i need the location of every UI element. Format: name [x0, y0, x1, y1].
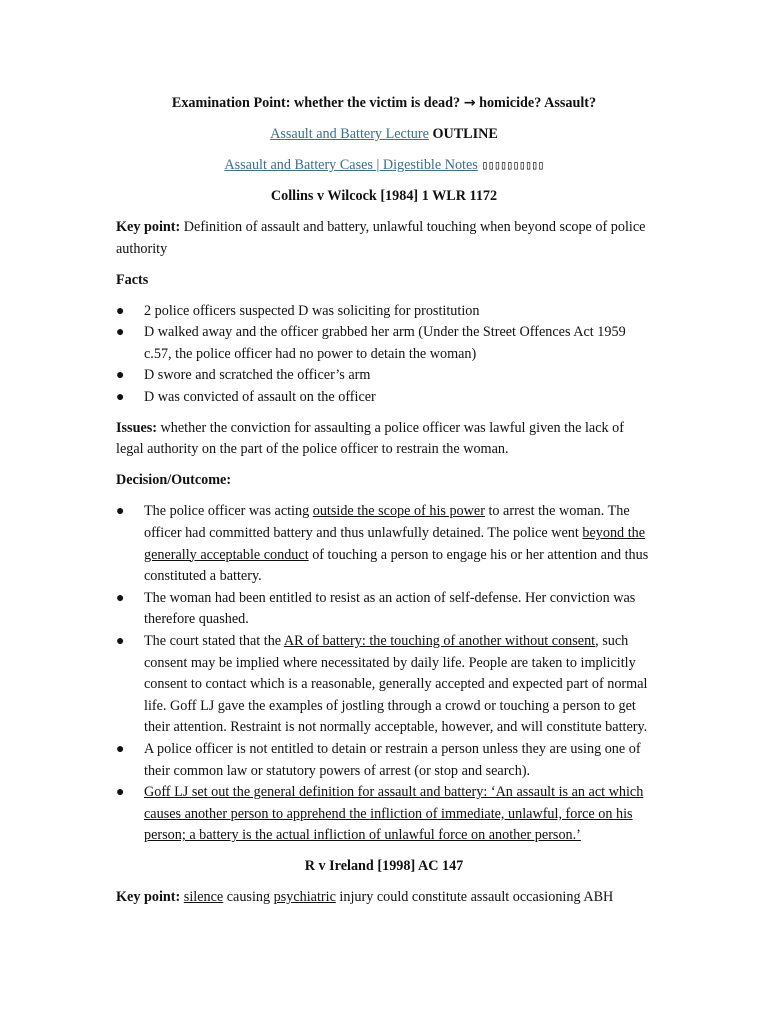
bullet-icon: ● [116, 590, 125, 606]
cases-line [116, 155, 652, 177]
issues-label: Issues: [116, 419, 157, 436]
issues-paragraph [116, 418, 652, 461]
bullet-icon: ● [116, 325, 125, 341]
outline-label: OUTLINE [432, 125, 498, 142]
case1-title: Collins v Wilcock [1984] 1 WLR 1172 [270, 187, 498, 204]
bullet-icon: ● [116, 389, 125, 405]
exam-point-text: Examination Point: whether the victim is dead? [171, 95, 461, 111]
key-point-label: Key point: [116, 889, 181, 906]
issues-text: whether the conviction for assaulting a police officer was lawful given the lack of legal authority on the part of the police officer to restrain the woman. [116, 419, 624, 458]
list-item: ● Goff LJ set out the general definition for assault and battery: ‘An assault is an act which causes another person to apprehend the infliction of immediate, unlawful, force on his person; a battery is the actual infliction of unlawful force on another person.’ [116, 784, 644, 844]
case2-key-point: Key point: silence causing psychiatric injury could constitute assault occasioning ABH [116, 889, 614, 906]
list-item: ● D walked away and the officer grabbed her arm (Under the Street Offences Act 1959 c.57, the police officer had no power to detain the woman) [116, 324, 626, 362]
list-item: ● A police officer is not entitled to detain or restrain a person unless they are using one of their common law or statutory powers of arrest (or stop and search). [116, 740, 641, 779]
key-point-label: Key point: [116, 218, 181, 235]
bullet-icon: ● [116, 741, 125, 757]
bullet-icon: ● [116, 368, 125, 384]
facts-list [116, 301, 652, 409]
missing-glyphs: ▯▯▯▯▯▯▯▯▯▯ [481, 157, 544, 172]
list-item: ● The woman had been entitled to resist as an action of self-defense. Her conviction was therefore quashed. [116, 589, 636, 628]
right-arrow-icon: → [463, 95, 476, 111]
lecture-line [116, 124, 652, 146]
document-page [116, 93, 652, 918]
decision-list [116, 501, 652, 847]
list-item: ● D swore and scratched the officer’s arm [116, 365, 652, 387]
key-point-text: Definition of assault and battery, unlawful touching when beyond scope of police authority [116, 218, 646, 257]
list-item: ● D was convicted of assault on the officer [116, 387, 652, 409]
decision-label: Decision/Outcome: [116, 472, 232, 489]
bullet-icon: ● [116, 633, 125, 649]
case2-title: R v Ireland [1998] AC 147 [304, 858, 464, 875]
bullet-icon: ● [116, 303, 125, 319]
lecture-link[interactable]: Assault and Battery Lecture [270, 125, 429, 142]
exam-point-heading [116, 93, 652, 115]
list-item: ● The police officer was acting outside the scope of his power to arrest the woman. The officer had committed battery and thus unlawfully detained. The police went beyond the generally acceptable conduct of touching a person to engage his or her attention and thus constituted a battery. [116, 503, 649, 585]
exam-point-text-2: homicide? Assault? [479, 95, 597, 111]
case1-key-point [116, 217, 652, 260]
bullet-icon: ● [116, 785, 125, 801]
bullet-icon: ● [116, 504, 125, 520]
cases-link[interactable]: Assault and Battery Cases | Digestible Notes [224, 156, 478, 173]
list-item: ● The court stated that the AR of battery: the touching of another without consent, such consent may be implied where necessitated by daily life. People are taken to implicitly consent to contact which is a reasonable, generally accepted and expected part of normal life. Goff LJ gave the examples of jostling through a crowd or touching a person to get their attention. Restraint is not normally acceptable, however, and will constitute battery. [116, 632, 648, 736]
list-item: ● 2 police officers suspected D was soliciting for prostitution [116, 301, 652, 323]
facts-label: Facts [116, 271, 149, 288]
